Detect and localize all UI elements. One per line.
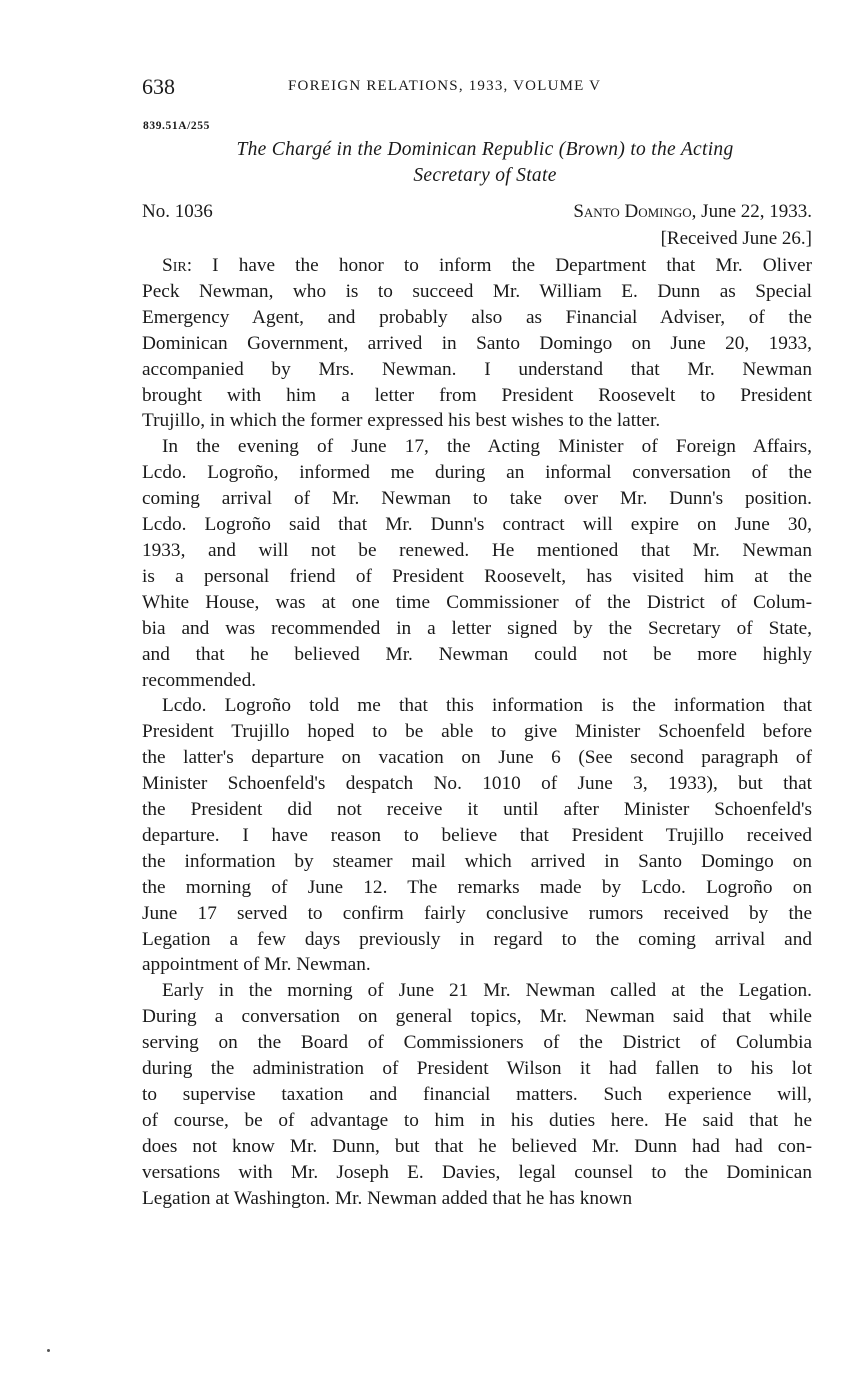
text-line: bia and was recommended in a letter signed by the Secretary of State,: [142, 617, 812, 639]
running-title: FOREIGN RELATIONS, 1933, VOLUME V: [288, 78, 602, 94]
paragraph: [142, 693, 812, 978]
text-line: Trujillo, in which the former expressed his best wishes to the latter.: [142, 410, 661, 432]
text-line: In the evening of June 17, the Acting Minister of Foreign Affairs,: [162, 436, 812, 458]
text-line: is a personal friend of President Roosevelt, has visited him at the: [142, 565, 812, 587]
text-line: and that he believed Mr. Newman could not be more highly: [142, 643, 812, 665]
despatch-number: No. 1036: [142, 201, 213, 222]
document-title: [158, 137, 812, 189]
document-title-line-2: Secretary of State: [413, 165, 557, 186]
text-line: accompanied by Mrs. Newman. I understand that Mr. Newman: [142, 358, 812, 380]
text-line: Emergency Agent, and probably also as Financial Adviser, of the: [142, 306, 812, 328]
text-line: the latter's departure on vacation on June 6 (See second paragraph of: [142, 747, 812, 769]
running-header: [142, 70, 812, 106]
text-line: to supervise taxation and financial matters. Such experience will,: [142, 1084, 812, 1105]
text-line: Legation a few days previously in regard to the coming arrival and: [142, 928, 812, 950]
text-line: coming arrival of Mr. Newman to take over Mr. Dunn's position.: [142, 488, 812, 510]
text-line: departure. I have reason to believe that President Trujillo received: [142, 824, 812, 846]
paragraph: [142, 253, 812, 434]
text-line: appointment of Mr. Newman.: [142, 954, 371, 976]
page-number: 638: [142, 74, 175, 99]
salutation: Sir: [162, 255, 187, 276]
date: , June 22, 1933.: [691, 201, 812, 222]
text-line: Early in the morning of June 21 Mr. Newman called at the Legation.: [162, 980, 812, 1002]
body-text: [142, 253, 812, 1212]
text-line: brought with him a letter from President Roosevelt to President: [142, 384, 812, 406]
dateline: [573, 201, 812, 223]
received-date: [Received June 26.]: [660, 228, 812, 249]
text-line: 1933, and will not be renewed. He mentioned that Mr. Newman: [142, 539, 812, 561]
paragraph: [142, 978, 812, 1211]
document-meta: [142, 197, 812, 253]
text-line: versations with Mr. Joseph E. Davies, legal counsel to the Dominican: [142, 1161, 812, 1183]
text-line: White House, was at one time Commissioner of the District of Colum-: [142, 591, 812, 613]
page-speck: [47, 1349, 50, 1352]
text-line: Sir: I have the honor to inform the Department that Mr. Oliver: [162, 255, 812, 276]
text-line: During a conversation on general topics, Mr. Newman said that while: [142, 1006, 812, 1028]
text-line: during the administration of President Wilson it had fallen to his lot: [142, 1058, 812, 1080]
text-line: serving on the Board of Commissioners of the District of Columbia: [142, 1032, 812, 1054]
file-number: 839.51A/255: [143, 120, 210, 132]
document-title-line-1: The Chargé in the Dominican Republic (Brown) to the Acting: [236, 139, 734, 160]
text-line: Lcdo. Logroño told me that this information is the information that: [162, 695, 812, 717]
text-line: the President did not receive it until after Minister Schoenfeld's: [142, 799, 812, 821]
text-line: of course, be of advantage to him in his duties here. He said that he: [142, 1109, 812, 1131]
text-line: Minister Schoenfeld's despatch No. 1010 of June 3, 1933), but that: [142, 773, 812, 795]
text-line: Lcdo. Logroño, informed me during an informal conversation of the: [142, 462, 812, 484]
document-page: [142, 70, 812, 1212]
text-line: President Trujillo hoped to be able to give Minister Schoenfeld before: [142, 721, 812, 743]
place-name: Santo Domingo: [573, 201, 692, 222]
text-line: recommended.: [142, 669, 257, 691]
text-line: Peck Newman, who is to succeed Mr. William E. Dunn as Special: [142, 280, 812, 302]
text-line: the morning of June 12. The remarks made by Lcdo. Logroño on: [142, 876, 812, 898]
text-line: the information by steamer mail which arrived in Santo Domingo on: [142, 850, 812, 872]
text-line: Legation at Washington. Mr. Newman added that he has known: [142, 1187, 633, 1209]
text-line: does not know Mr. Dunn, but that he believed Mr. Dunn had had con-: [142, 1135, 812, 1157]
paragraph: [142, 434, 812, 693]
text-line: June 17 served to confirm fairly conclusive rumors received by the: [142, 902, 812, 924]
text-line: Dominican Government, arrived in Santo Domingo on June 20, 1933,: [142, 332, 812, 354]
text-line: Lcdo. Logroño said that Mr. Dunn's contract will expire on June 30,: [142, 514, 812, 536]
